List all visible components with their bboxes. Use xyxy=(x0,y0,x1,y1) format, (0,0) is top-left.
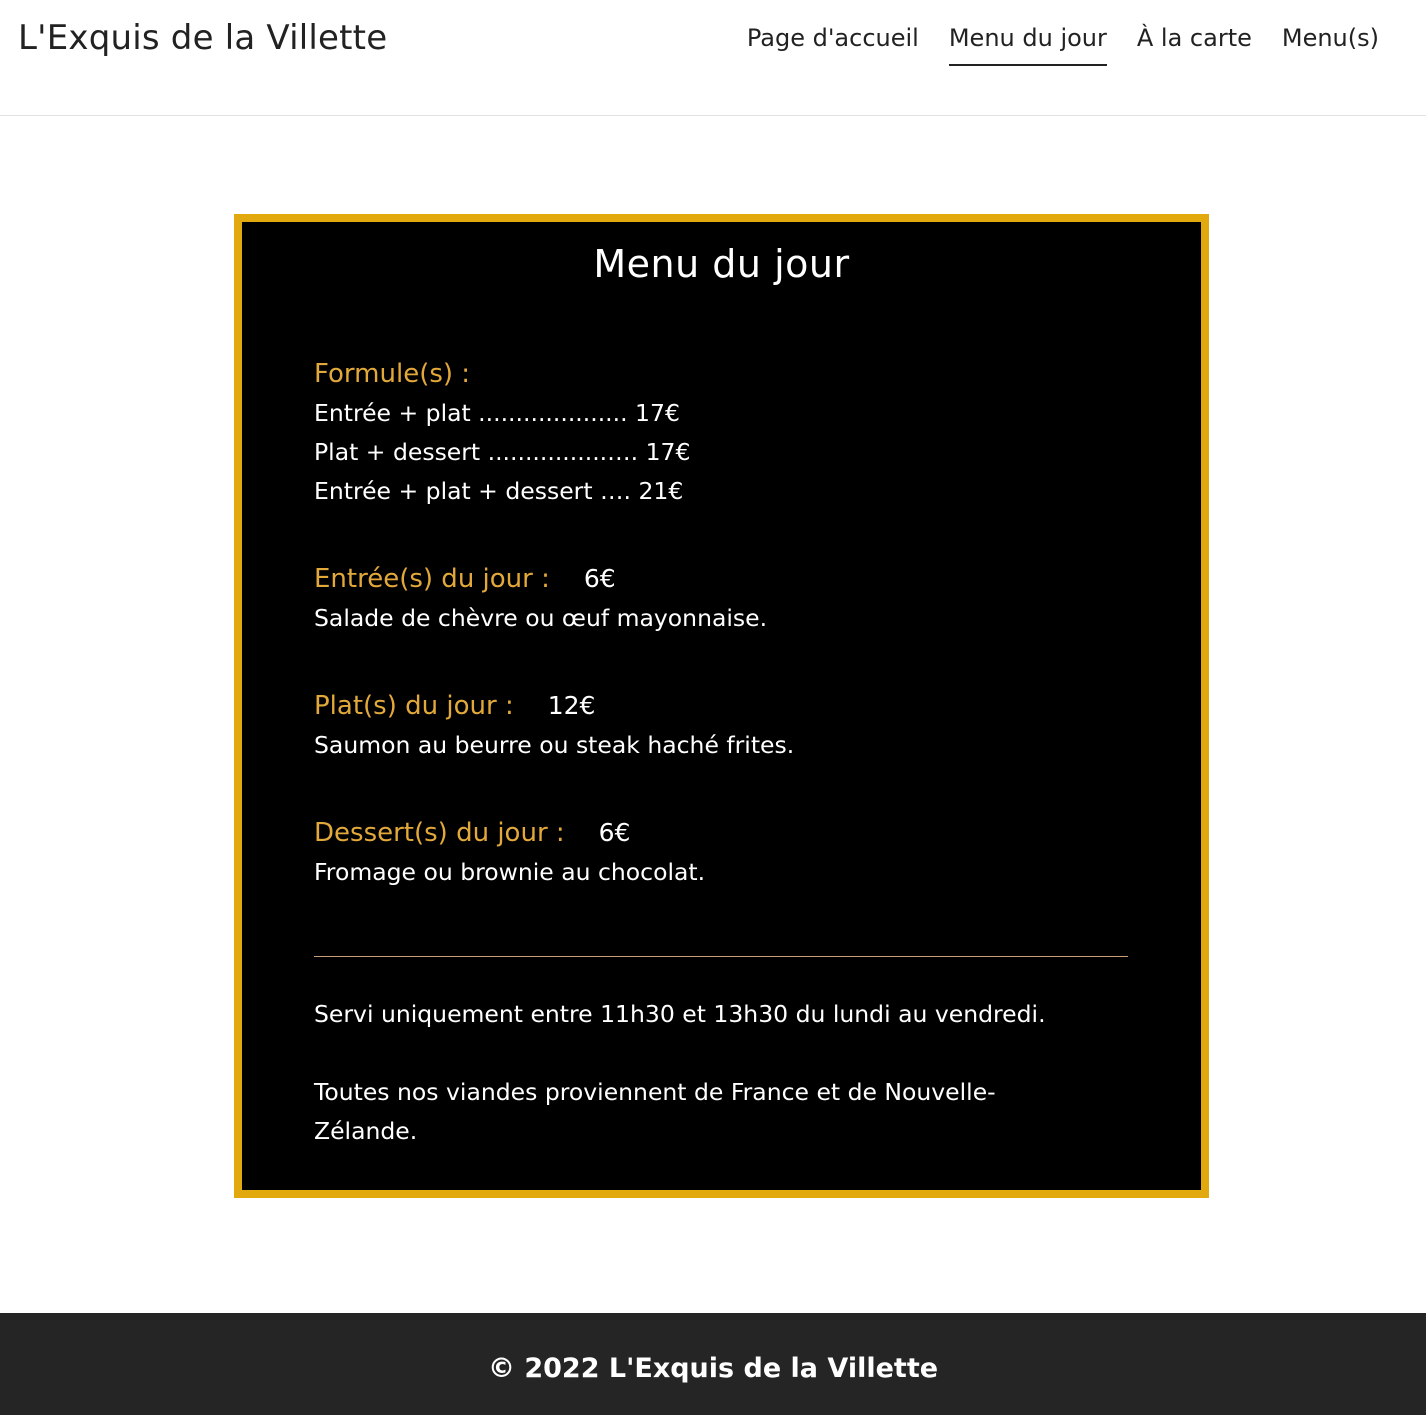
entrees-heading: Entrée(s) du jour : xyxy=(314,564,550,594)
nav-link-a-la-carte[interactable]: À la carte xyxy=(1136,24,1252,52)
plats-description: Saumon au beurre ou steak haché frites. xyxy=(314,731,795,759)
menu-card xyxy=(234,214,1209,1198)
formule-item: Plat + dessert ................…. 17€ xyxy=(314,438,691,466)
menu-divider xyxy=(314,956,1128,957)
formule-item: Entrée + plat .................... 17€ xyxy=(314,399,680,427)
site-header xyxy=(0,0,1426,116)
site-title[interactable]: L'Exquis de la Villette xyxy=(18,18,388,58)
service-hours-note: Servi uniquement entre 11h30 et 13h30 du lundi au vendredi. xyxy=(314,1000,1046,1028)
entrees-section xyxy=(314,559,1134,638)
entrees-description: Salade de chèvre ou œuf mayonnaise. xyxy=(314,604,768,632)
entrees-price: 6€ xyxy=(583,564,616,593)
desserts-section xyxy=(314,813,1134,892)
desserts-description: Fromage ou brownie au chocolat. xyxy=(314,858,706,886)
plats-heading: Plat(s) du jour : xyxy=(314,691,514,721)
nav-link-accueil[interactable]: Page d'accueil xyxy=(746,24,919,52)
desserts-price: 6€ xyxy=(598,818,631,847)
plats-section xyxy=(314,686,1134,765)
site-footer xyxy=(0,1313,1426,1415)
nav-link-menu-du-jour[interactable]: Menu du jour xyxy=(949,24,1107,66)
menu-notes xyxy=(314,995,1074,1190)
formule-item: Entrée + plat + dessert …. 21€ xyxy=(314,477,684,505)
plats-price: 12€ xyxy=(547,691,596,720)
meat-origin-note: Toutes nos viandes proviennent de France et de Nouvelle-Zélande. xyxy=(314,1078,996,1145)
footer-copyright: © 2022 L'Exquis de la Villette xyxy=(487,1353,939,1384)
desserts-heading-row xyxy=(314,813,1134,853)
formules-heading: Formule(s) : xyxy=(314,359,471,389)
entrees-heading-row xyxy=(314,559,1134,599)
desserts-heading: Dessert(s) du jour : xyxy=(314,818,565,848)
formules-section xyxy=(314,355,1134,511)
main-nav xyxy=(747,24,1379,66)
menu-title: Menu du jour xyxy=(593,242,850,286)
plats-heading-row xyxy=(314,686,1134,726)
menu-body xyxy=(314,355,1134,940)
nav-link-menus[interactable]: Menu(s) xyxy=(1281,24,1379,52)
